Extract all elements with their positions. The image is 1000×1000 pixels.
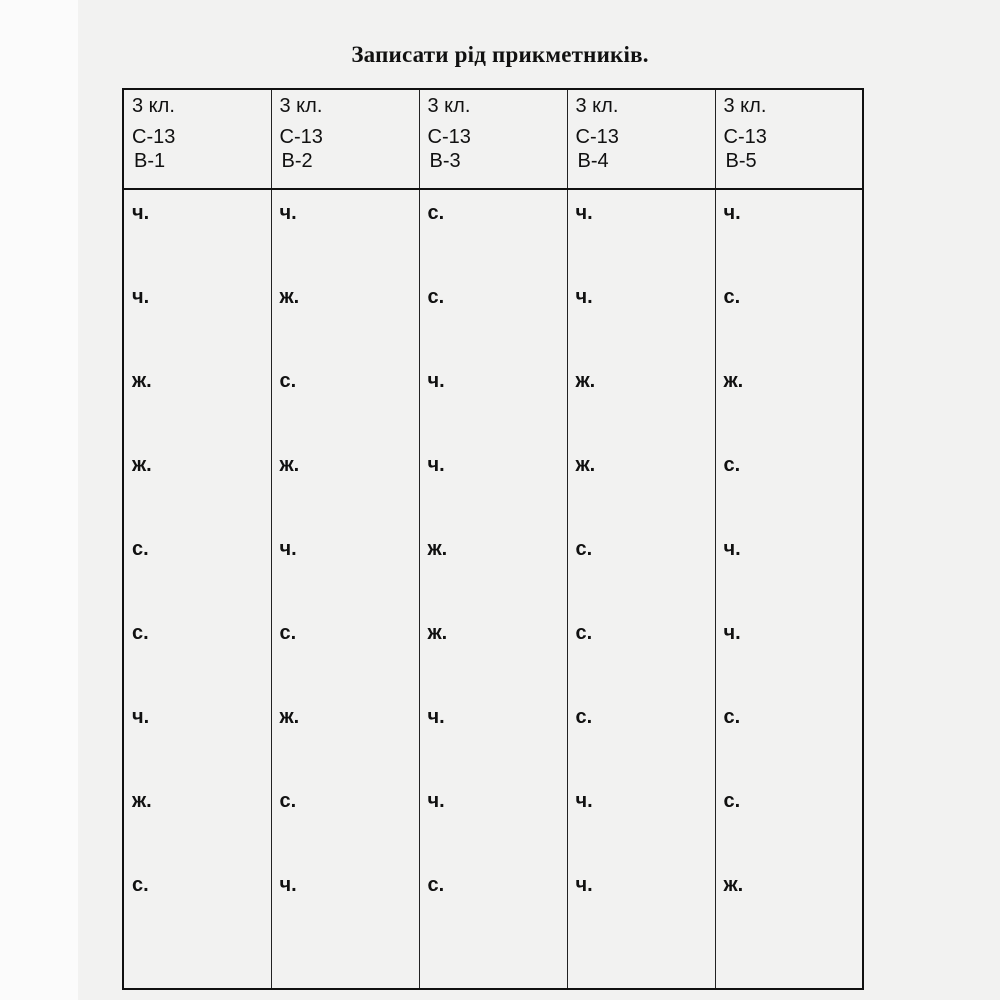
table-row (123, 526, 863, 610)
gender-answer: с. (723, 706, 741, 728)
empty-cell (123, 946, 271, 989)
gender-answer: с. (427, 202, 445, 224)
variant-label: В-1 (134, 150, 166, 172)
answer-cell (567, 694, 715, 778)
answer-cell (715, 358, 863, 442)
answer-cell (419, 862, 567, 946)
answer-cell (271, 526, 419, 610)
grade-label: 3 кл. (723, 95, 767, 117)
page-margin (0, 0, 78, 1000)
variant-label: В-5 (725, 150, 757, 172)
gender-answer: с. (279, 370, 297, 392)
answer-cell (715, 778, 863, 862)
variant-label: В-4 (577, 150, 609, 172)
answer-cell (567, 442, 715, 526)
gender-answer: ж. (132, 790, 152, 812)
gender-answer: ч. (427, 706, 445, 728)
gender-answer: с. (575, 622, 593, 644)
gender-answer: ж. (575, 370, 596, 392)
gender-answer: ч. (723, 202, 741, 224)
gender-answer: ч. (279, 874, 297, 896)
answer-cell (419, 694, 567, 778)
variant-label: В-3 (429, 150, 461, 172)
gender-answer: ч. (575, 286, 593, 308)
answer-cell (271, 274, 419, 358)
answer-cell (567, 358, 715, 442)
answer-cell (419, 526, 567, 610)
table-row (123, 358, 863, 442)
answer-cell (123, 274, 271, 358)
grade-label: 3 кл. (575, 95, 619, 117)
gender-answer: ж. (132, 370, 152, 392)
gender-answer: с. (132, 538, 149, 560)
answer-cell (567, 526, 715, 610)
empty-cell (271, 946, 419, 989)
gender-answer: ж. (132, 454, 152, 476)
gender-answer: ч. (279, 202, 297, 224)
gender-answer: с. (723, 790, 741, 812)
gender-answer: с. (723, 454, 741, 476)
header-cell (715, 89, 863, 189)
table-row (123, 862, 863, 946)
page-title: Записати рід прикметників. (351, 42, 649, 67)
gender-answer: ж. (279, 286, 300, 308)
gender-answer: ж. (279, 454, 300, 476)
table-empty-row (123, 946, 863, 989)
gender-answer: ч. (723, 622, 741, 644)
header-cell (419, 89, 567, 189)
empty-cell (419, 946, 567, 989)
gender-answer: ч. (575, 874, 593, 896)
answer-cell (271, 358, 419, 442)
header-cell (567, 89, 715, 189)
code-label: С-13 (723, 126, 767, 148)
gender-answer: ч. (427, 454, 445, 476)
answer-cell (419, 442, 567, 526)
answer-cell (715, 442, 863, 526)
answer-cell (715, 526, 863, 610)
header-cell (271, 89, 419, 189)
answer-cell (123, 862, 271, 946)
answer-cell (715, 189, 863, 274)
answer-cell (123, 358, 271, 442)
answer-table (122, 88, 864, 990)
gender-answer: ч. (132, 286, 150, 308)
grade-label: 3 кл. (279, 95, 323, 117)
answer-cell (419, 274, 567, 358)
grade-label: 3 кл. (132, 95, 175, 117)
answer-cell (271, 189, 419, 274)
answer-cell (419, 610, 567, 694)
answer-cell (271, 778, 419, 862)
answer-cell (567, 778, 715, 862)
gender-answer: с. (279, 790, 297, 812)
gender-answer: ж. (427, 622, 448, 644)
gender-answer: ж. (723, 874, 744, 896)
gender-answer: ч. (132, 706, 150, 728)
gender-answer: с. (575, 706, 593, 728)
answer-cell (123, 442, 271, 526)
gender-answer: ж. (427, 538, 448, 560)
empty-cell (715, 946, 863, 989)
answer-cell (419, 778, 567, 862)
empty-cell (567, 946, 715, 989)
table-row (123, 778, 863, 862)
answer-cell (715, 862, 863, 946)
gender-answer: ч. (279, 538, 297, 560)
gender-answer: с. (279, 622, 297, 644)
answer-cell (567, 862, 715, 946)
table-row (123, 694, 863, 778)
code-label: С-13 (279, 126, 323, 148)
code-label: С-13 (575, 126, 619, 148)
answer-cell (271, 694, 419, 778)
gender-answer: ж. (723, 370, 744, 392)
answer-cell (715, 274, 863, 358)
answer-cell (715, 694, 863, 778)
table-row (123, 189, 863, 274)
table-header-row (123, 89, 863, 189)
answer-cell (123, 189, 271, 274)
answer-cell (419, 189, 567, 274)
gender-answer: с. (427, 286, 445, 308)
gender-answer: с. (132, 874, 149, 896)
answer-cell (567, 189, 715, 274)
grade-label: 3 кл. (427, 95, 471, 117)
gender-answer: ч. (575, 790, 593, 812)
answer-cell (419, 358, 567, 442)
gender-answer: ч. (132, 202, 150, 224)
gender-answer: ж. (279, 706, 300, 728)
gender-answer: с. (723, 286, 741, 308)
code-label: С-13 (427, 126, 471, 148)
variant-label: В-2 (281, 150, 313, 172)
answer-cell (567, 610, 715, 694)
gender-answer: с. (132, 622, 149, 644)
answer-cell (271, 862, 419, 946)
answer-cell (271, 610, 419, 694)
table-row (123, 610, 863, 694)
gender-answer: ч. (575, 202, 593, 224)
code-label: С-13 (132, 126, 176, 148)
answer-cell (123, 526, 271, 610)
answer-cell (271, 442, 419, 526)
header-cell (123, 89, 271, 189)
table-row (123, 442, 863, 526)
gender-answer: ч. (427, 370, 445, 392)
answer-cell (567, 274, 715, 358)
gender-answer: ж. (575, 454, 596, 476)
gender-answer: ч. (427, 790, 445, 812)
gender-answer: ч. (723, 538, 741, 560)
gender-answer: с. (575, 538, 593, 560)
gender-answer: с. (427, 874, 445, 896)
answer-cell (123, 610, 271, 694)
answer-cell (123, 694, 271, 778)
answer-cell (715, 610, 863, 694)
answer-cell (123, 778, 271, 862)
table-row (123, 274, 863, 358)
